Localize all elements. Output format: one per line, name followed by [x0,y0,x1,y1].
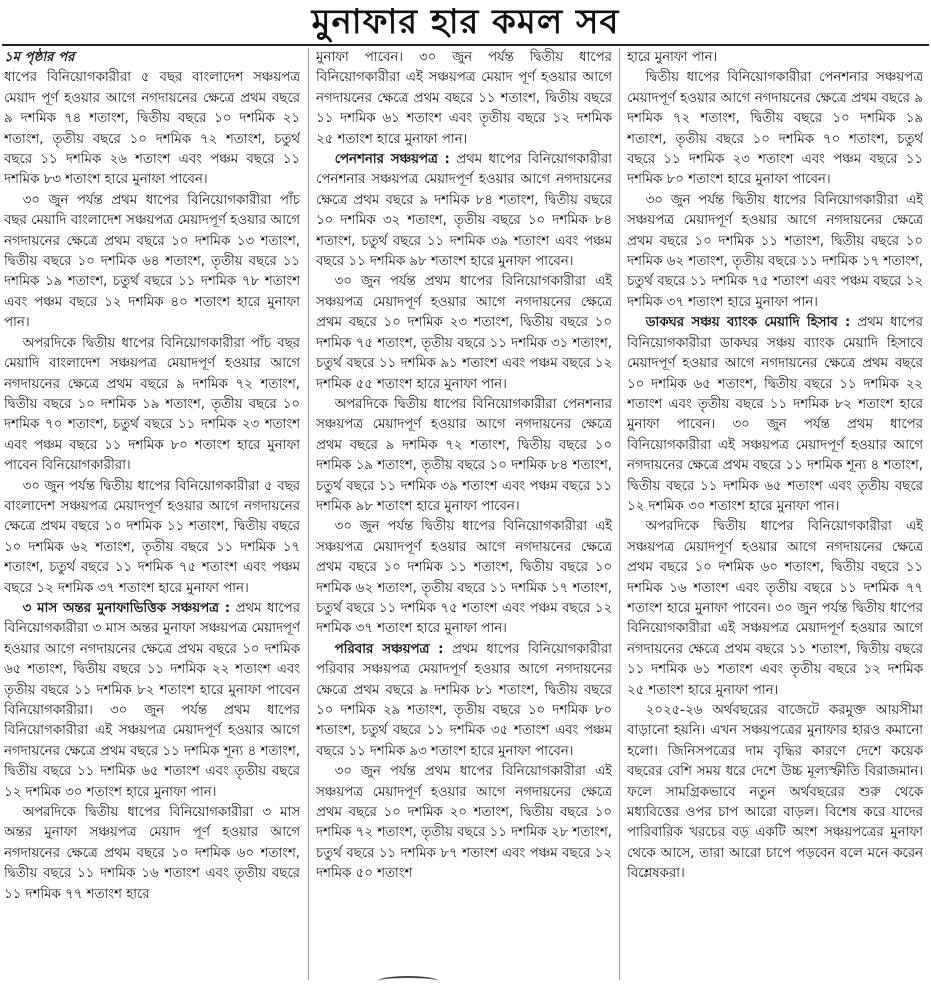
paragraph: ২০২৫-২৬ অর্থবছরের বাজেটে করমুক্ত আয়সীমা বাড়ানো হয়নি। এখন সঞ্চয়পত্রের মুনাফার হারও কমানো হলো। জিনিসপত্রের দাম বৃদ্ধির কারণে দেশে কয়েক বছরের বেশি সময় ধরে দেশে উচ্চ মূল্যস্ফীতি বিরাজমান। ফলে সামগ্রিকভাবে নতুন অর্থবছরের শুরু থেকে মধ্যবিত্তের ওপর চাপ আরো বাড়ল। বিশেষ করে যাদের পারিবারিক খরচের বড় একটি অংশ সঞ্চয়পত্রের মুনাফা থেকে আসে, তারা আরো চাপে পড়বেন বলে মনে করেন বিশ্লেষকরা। [627,703,923,882]
paragraph: ৩০ জুন পর্যন্ত দ্বিতীয় ধাপের বিনিয়োগকারীরা এই সঞ্চয়পত্র মেয়াদপূর্ণ হওয়ার আগে নগদায়নের ক্ষেত্রে প্রথম বছরে ১০ দশমিক ১১ শতাংশ, দ্বিতীয় বছরে ১০ দশমিক ৬২ শতাংশ, তৃতীয় বছরে ১১ দশমিক ১৭ শতাংশ, চতুর্থ বছরে ১১ দশমিক ৭৫ শতাংশ এবং পঞ্চম বছরে ১২ দশমিক ৩৭ শতাংশ হারে মুনাফা পান। [316,519,612,637]
paragraph: অপরদিকে দ্বিতীয় ধাপের বিনিয়োগকারীরা পেনশনার সঞ্চয়পত্র মেয়াদপূর্ণ হওয়ার আগে নগদায়নের ক্ষেত্রে প্রথম বছরে ৯ দশমিক ৭২ শতাংশ, দ্বিতীয় বছরে ১০ দশমিক ১৯ শতাংশ, তৃতীয় বছরে ১০ দশমিক ৮৪ শতাংশ, চতুর্থ বছরে ১১ দশমিক ৩৯ শতাংশ এবং পঞ্চম বছরে ১১ দশমিক ৯৮ শতাংশ হারে মুনাফা পাবেন। [316,396,612,514]
bottom-page-mark [378,976,438,986]
paragraph: অপরদিকে দ্বিতীয় ধাপের বিনিয়োগকারীরা ৩ মাস অন্তর মুনাফা সঞ্চয়পত্র মেয়াদ পূর্ণ হওয়ার আগে নগদায়নের ক্ষেত্রে প্রথম বছরে ১০ দশমিক ৬০ শতাংশ, দ্বিতীয় বছরে ১১ দশমিক ১৬ শতাংশ এবং তৃতীয় বছরে ১১ দশমিক ৭৭ শতাংশ হারে [4,805,300,902]
paragraph [4,599,300,803]
article-column-1 [4,48,300,978]
paragraph-text: প্রথম ধাপের বিনিয়োগকারীরা ডাকঘর সঞ্চয় ব্যাংক মেয়াদি হিসাবে মেয়াদপূর্ণ হওয়ার আগে নগদায়নের ক্ষেত্রে প্রথম বছরে ১০ দশমিক ৬৫ শতাংশ, দ্বিতীয় বছরে ১১ দশমিক ২২ শতাংশ এবং তৃতীয় বছরে ১১ দশমিক ৮২ শতাংশ হারে মুনাফা পাবেন। ৩০ জুন পর্যন্ত প্রথম ধাপের বিনিয়োগকারীরা এই সঞ্চয়পত্র মেয়াদপূর্ণ হওয়ার আগে নগদায়নের ক্ষেত্রে প্রথম বছরে ১১ দশমিক শূন্য ৪ শতাংশ, দ্বিতীয় বছরে ১১ দশমিক ৬৫ শতাংশ এবং তৃতীয় বছরে ১২ দশমিক ৩০ শতাংশ হারে মুনাফা পান। [627,315,923,514]
article-column-3 [627,48,923,978]
paragraph: ৩০ জুন পর্যন্ত দ্বিতীয় ধাপের বিনিয়োগকারীরা ৫ বছর বাংলাদেশ সঞ্চয়পত্র মেয়াদপূর্ণ হওয়ার আগে নগদায়নের ক্ষেত্রে প্রথম বছরে ১০ দশমিক ১১ শতাংশ, দ্বিতীয় বছরে ১০ দশমিক ৬২ শতাংশ, তৃতীয় বছরে ১১ দশমিক ১৭ শতাংশ, চতুর্থ বছরে ১১ দশমিক ৭৫ শতাংশ এবং পঞ্চম বছরে ১২ দশমিক ৩৭ শতাংশ হারে মুনাফা পান। [4,478,300,596]
paragraph: মুনাফা পাবেন। ৩০ জুন পর্যন্ত দ্বিতীয় ধাপের বিনিয়োগকারীরা এই সঞ্চয়পত্র মেয়াদ পূর্ণ হওয়ার আগে নগদায়নের ক্ষেত্রে প্রথম বছরে ১১ শতাংশ, দ্বিতীয় বছরে ১১ দশমিক ৬১ শতাংশ এবং তৃতীয় বছরে ১২ দশমিক ২৫ শতাংশ হারে মুনাফা পান। [316,50,612,147]
paragraph-text: প্রথম ধাপের বিনিয়োগকারীরা ৩ মাস অন্তর মুনাফা সঞ্চয়পত্র মেয়াদপূর্ণ হওয়ার আগে নগদায়নের ক্ষেত্রে প্রথম বছরে ১০ দশমিক ৬৫ শতাংশ, দ্বিতীয় বছরে ১১ দশমিক ২২ শতাংশ এবং তৃতীয় বছরে ১১ দশমিক ৮২ শতাংশ হারে মুনাফা পাবেন বিনিয়োগকারীরা। ৩০ জুন পর্যন্ত প্রথম ধাপের বিনিয়োগকারীরা এই সঞ্চয়পত্র মেয়াদপূর্ণ হওয়ার আগে নগদায়নের ক্ষেত্রে প্রথম বছরে ১১ দশমিক শূন্য ৪ শতাংশ, দ্বিতীয় বছরে ১১ দশমিক ৬৫ শতাংশ এবং তৃতীয় বছরে ১২ দশমিক ৩০ শতাংশ হারে মুনাফা পান। [4,600,300,800]
article-column-2 [316,48,612,978]
paragraph [627,313,923,517]
paragraph-text: ধাপের বিনিয়োগকারীরা ৫ বছর বাংলাদেশ সঞ্চয়পত্র মেয়াদ পূর্ণ হওয়ার আগে নগদায়নের ক্ষেত্রে প্রথম বছরে ৯ দশমিক ৭৪ শতাংশ, দ্বিতীয় বছরে ১০ দশমিক ২১ শতাংশ, তৃতীয় বছরে ১০ দশমিক ৭২ শতাংশ, চতুর্থ বছরে ১১ দশমিক ২৬ শতাংশ এবং পঞ্চম বছরে ১১ দশমিক ৮৩ শতাংশ হারে মুনাফা পাবেন। [4,70,300,188]
paragraph: হারে মুনাফা পান। [627,50,718,65]
subheading: পেনশনার সঞ্চয়পত্র : [334,152,450,168]
paragraph: দ্বিতীয় ধাপের বিনিয়োগকারীরা পেনশনার সঞ্চয়পত্র মেয়াদপূর্ণ হওয়ার আগে নগদায়নের ক্ষেত্রে প্রথম বছরে ৯ দশমিক ৭২ শতাংশ, দ্বিতীয় বছরে ১০ দশমিক ১৯ শতাংশ, তৃতীয় বছরে ১০ দশমিক ৭০ শতাংশ, চতুর্থ বছরে ১১ দশমিক ২৩ শতাংশ এবং পঞ্চম বছরে ১১ দশমিক ৮০ শতাংশ হারে মুনাফা পাবেন। [627,70,923,188]
paragraph: অপরদিকে দ্বিতীয় ধাপের বিনিয়োগকারীরা এই সঞ্চয়পত্র মেয়াদপূর্ণ হওয়ার আগে নগদায়নের ক্ষেত্রে প্রথম বছরে ১০ দশমিক ৬০ শতাংশ, দ্বিতীয় বছরে ১১ দশমিক ১৬ শতাংশ এবং তৃতীয় বছরে ১১ দশমিক ৭৭ শতাংশ হারে মুনাফা পাবেন। ৩০ জুন পর্যন্ত দ্বিতীয় ধাপের বিনিয়োগকারীরা এই সঞ্চয়পত্র মেয়াদপূর্ণ হওয়ার আগে নগদায়নের ক্ষেত্রে প্রথম বছরে ১১ শতাংশ, দ্বিতীয় বছরে ১১ দশমিক ৬১ শতাংশ এবং তৃতীয় বছরে ১২ দশমিক ২৫ শতাংশ হারে মুনাফা পান। [627,519,923,698]
paragraph [316,640,612,762]
paragraph: অপরদিকে দ্বিতীয় ধাপের বিনিয়োগকারীরা পাঁচ বছর মেয়াদি বাংলাদেশ সঞ্চয়পত্র মেয়াদপূর্ণ হওয়ার আগে নগদায়নের ক্ষেত্রে প্রথম বছরে ৯ দশমিক ৭২ শতাংশ, দ্বিতীয় বছরে ১০ দশমিক ১৯ শতাংশ, তৃতীয় বছরে ১০ দশমিক ৭০ শতাংশ, চতুর্থ বছরে ১১ দশমিক ২৩ শতাংশ এবং পঞ্চম বছরে ১১ দশমিক ৮০ শতাংশ হারে মুনাফা পাবেন বিনিয়োগকারীরা। [4,335,300,474]
continuation-reference: ১ম পৃষ্ঠার পর [4,50,75,65]
headline-rule [2,44,929,46]
paragraph: ৩০ জুন পর্যন্ত প্রথম ধাপের বিনিয়োগকারীরা পাঁচ বছর মেয়াদি বাংলাদেশ সঞ্চয়পত্র মেয়াদপূর্ণ হওয়ার আগে নগদায়নের ক্ষেত্রে প্রথম বছরে ১০ দশমিক ১৩ শতাংশ, দ্বিতীয় বছরে ১০ দশমিক ৬৪ শতাংশ, তৃতীয় বছরে ১১ দশমিক ১৯ শতাংশ, চতুর্থ বছরে ১১ দশমিক ৭৮ শতাংশ এবং পঞ্চম বছরে ১২ দশমিক ৪০ শতাংশ হারে মুনাফা পান। [4,192,300,331]
subheading: ৩ মাস অন্তর মুনাফাভিত্তিক সঞ্চয়পত্র : [22,600,231,616]
column-divider [619,48,620,980]
paragraph: ৩০ জুন পর্যন্ত দ্বিতীয় ধাপের বিনিয়োগকারীরা এই সঞ্চয়পত্র মেয়াদপূর্ণ হওয়ার আগে নগদায়নের ক্ষেত্রে প্রথম বছরে ১০ দশমিক ১১ শতাংশ, দ্বিতীয় বছরে ১০ দশমিক ৬২ শতাংশ, তৃতীয় বছরে ১১ দশমিক ১৭ শতাংশ, চতুর্থ বছরে ১১ দশমিক ৭৫ শতাংশ এবং পঞ্চম বছরে ১২ দশমিক ৩৭ শতাংশ হারে মুনাফা পান। [627,192,923,310]
paragraph-text: প্রথম ধাপের বিনিয়োগকারীরা পরিবার সঞ্চয়পত্র মেয়াদপূর্ণ হওয়ার আগে নগদায়নের ক্ষেত্রে প্রথম বছরে ৯ দশমিক ৮১ শতাংশ, দ্বিতীয় বছরে ১০ দশমিক ২৯ শতাংশ, তৃতীয় বছরে ১০ দশমিক ৮০ শতাংশ, চতুর্থ বছরে ১১ দশমিক ৩৫ শতাংশ এবং পঞ্চম বছরে ১১ দশমিক ৯৩ শতাংশ হারে মুনাফা পাবেন। [316,641,612,759]
headline: মুনাফার হার কমল সব [311,2,620,42]
subheading: ডাকঘর সঞ্চয় ব্যাংক মেয়াদি হিসাব : [645,315,851,331]
paragraph [316,150,612,272]
paragraph [4,48,300,191]
paragraph-text: প্রথম ধাপের বিনিয়োগকারীরা পেনশনার সঞ্চয়পত্র মেয়াদপূর্ণ হওয়ার আগে নগদায়নের ক্ষেত্রে প্রথম বছরে ৯ দশমিক ৮৪ শতাংশ, দ্বিতীয় বছরে ১০ দশমিক ৩২ শতাংশ, তৃতীয় বছরে ১০ দশমিক ৮৪ শতাংশ, চতুর্থ বছরে ১১ দশমিক ৩৯ শতাংশ এবং পঞ্চম বছরে ১১ দশমিক ৯৮ শতাংশ হারে মুনাফা পাবেন। [316,152,612,270]
subheading: পরিবার সঞ্চয়পত্র : [334,641,444,657]
column-divider [308,48,309,980]
paragraph: ৩০ জুন পর্যন্ত প্রথম ধাপের বিনিয়োগকারীরা এই সঞ্চয়পত্র মেয়াদপূর্ণ হওয়ার আগে নগদায়নের ক্ষেত্রে প্রথম বছরে ১০ দশমিক ২০ শতাংশ, দ্বিতীয় বছরে ১০ দশমিক ৭২ শতাংশ, তৃতীয় বছরে ১১ দশমিক ২৮ শতাংশ, চতুর্থ বছরে ১১ দশমিক ৮৭ শতাংশ এবং পঞ্চম বছরে ১২ দশমিক ৫০ শতাংশ [316,764,612,882]
paragraph: ৩০ জুন পর্যন্ত প্রথম ধাপের বিনিয়োগকারীরা এই সঞ্চয়পত্র মেয়াদপূর্ণ হওয়ার আগে নগদায়নের ক্ষেত্রে প্রথম বছরে ১০ দশমিক ২৩ শতাংশ, দ্বিতীয় বছরে ১০ দশমিক ৭৫ শতাংশ, তৃতীয় বছরে ১১ দশমিক ৩১ শতাংশ, চতুর্থ বছরে ১১ দশমিক ৯১ শতাংশ এবং পঞ্চম বছরে ১২ দশমিক ৫৫ শতাংশ হারে মুনাফা পান। [316,274,612,392]
